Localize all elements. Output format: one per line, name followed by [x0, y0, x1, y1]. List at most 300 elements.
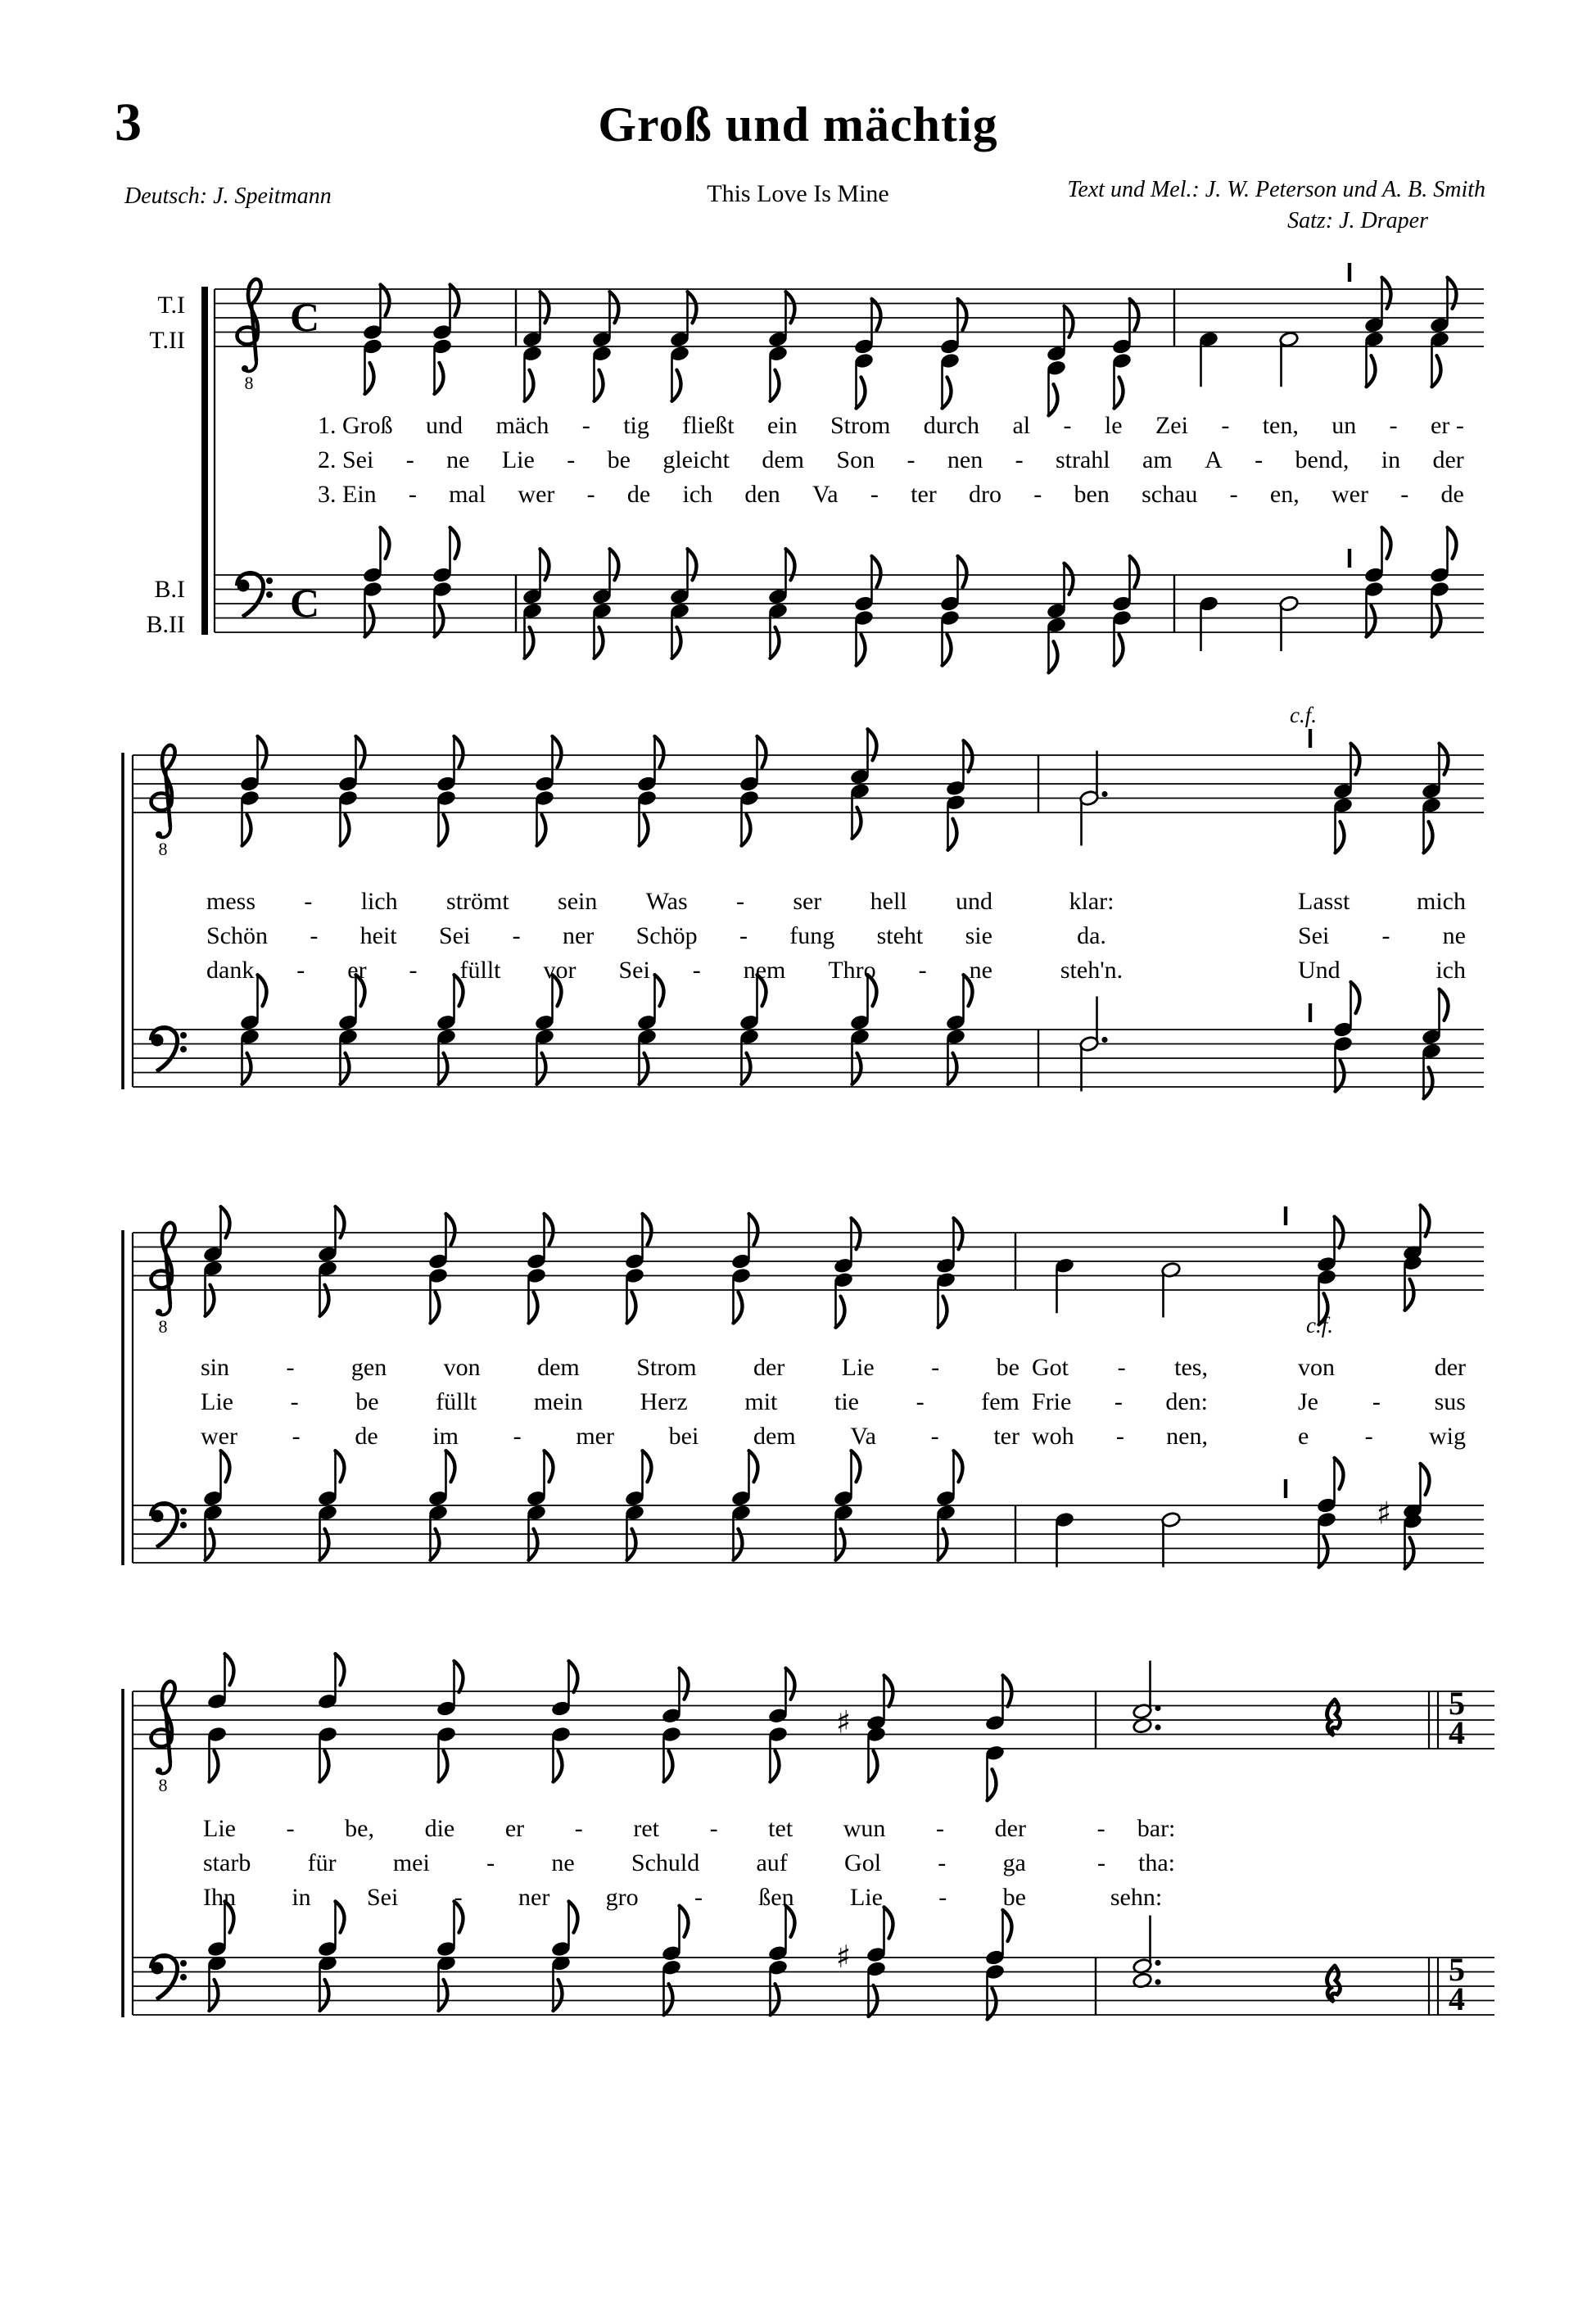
octave-8-mark: 8 [158, 1775, 168, 1795]
lyrics-s2-v1-cadence [1038, 888, 1145, 915]
flag [553, 736, 562, 767]
lyric-token: - [567, 446, 576, 473]
flag [742, 815, 751, 846]
flag [439, 1751, 448, 1782]
bass-clef-icon [237, 573, 264, 617]
lyric-token: un [1332, 412, 1357, 439]
lyric-token: de [355, 1423, 378, 1450]
lyric-token: Lie [849, 1884, 883, 1911]
lyric-token: wer [201, 1423, 237, 1450]
lyric-token: - [938, 1884, 947, 1911]
lyric-token: von [443, 1354, 481, 1381]
flag [242, 815, 251, 846]
lyric-token: - [916, 1388, 925, 1415]
lyric-token: Va [812, 481, 839, 508]
arranger-credit: Satz: J. Draper [1287, 208, 1428, 233]
lyric-token: Lie [203, 1815, 236, 1842]
song-title: Groß und mächtig [598, 97, 998, 152]
lyric-token: mer [576, 1423, 614, 1450]
lyric-token: - [409, 957, 418, 984]
flag [771, 370, 780, 401]
lyrics-s4-v3 [203, 1884, 1026, 1911]
lyric-token: - [512, 922, 521, 949]
common-time-bass: C [290, 580, 320, 626]
quarter-rest-icon [1327, 1700, 1341, 1736]
lyric-token: Je [1298, 1388, 1318, 1415]
lyrics-s2-v3-pickup [1298, 957, 1466, 984]
lyric-token: - [918, 957, 927, 984]
flag [529, 1292, 538, 1324]
flag [884, 1908, 893, 1939]
lyric-token: - [296, 957, 305, 984]
lyric-token: wer [1331, 481, 1368, 508]
lyric-token: wun [843, 1815, 886, 1842]
augmentation-dot [1155, 1979, 1160, 1985]
lyrics-s3-v2 [201, 1388, 1020, 1415]
lyric-token: Sei [618, 957, 650, 984]
flag [210, 1980, 219, 2011]
lyric-token: - [1372, 1388, 1381, 1415]
lyric-token: Herz [640, 1388, 688, 1415]
octave-8-mark: 8 [158, 1316, 168, 1337]
flag [852, 1218, 861, 1249]
lyric-token: be [607, 446, 631, 473]
translator-credit: Deutsch: J. Speitmann [124, 183, 332, 209]
lyric-token: - [870, 481, 879, 508]
flag [258, 736, 267, 767]
bass-clef-icon [180, 1508, 187, 1514]
treble-clef-icon [242, 365, 248, 372]
flag [680, 1668, 689, 1700]
flag [771, 1984, 780, 2015]
lyric-token: - [286, 1354, 295, 1381]
lyric-token: Ihn [203, 1884, 236, 1911]
treble-clef-icon [162, 1682, 175, 1763]
lyric-token: - [1381, 922, 1390, 949]
lyric-token: be [355, 1388, 379, 1415]
flag [320, 1751, 329, 1782]
flag [320, 1980, 329, 2011]
flag [857, 635, 866, 666]
lyric-token: durch [923, 412, 980, 439]
lyric-token: tha: [1138, 1849, 1175, 1876]
flag [1405, 1279, 1414, 1310]
lyrics-s4-v1 [203, 1815, 1026, 1842]
lyric-token: sus [1434, 1388, 1466, 1415]
lyric-token: de [626, 481, 651, 508]
lyric-token: e [1298, 1423, 1309, 1450]
lyric-token: ein [766, 412, 798, 439]
flag [749, 1451, 758, 1482]
treble-clef-icon [162, 1223, 175, 1305]
flag [210, 1751, 219, 1782]
lyric-token: in [292, 1884, 311, 1911]
flag [664, 1984, 673, 2015]
flag [431, 1292, 440, 1324]
flag [836, 1297, 845, 1328]
lyric-token: nen [947, 446, 983, 473]
lyric-token: tet [768, 1815, 793, 1842]
treble-clef-icon [248, 279, 261, 361]
lyric-token: dem [762, 446, 805, 473]
lyric-token: ne [1442, 922, 1466, 949]
lyric-token: Got [1032, 1354, 1069, 1381]
lyric-token: bei [668, 1423, 699, 1450]
lyric-token: ich [1435, 957, 1466, 984]
lyric-token: - [1221, 412, 1230, 439]
augmentation-dot [1155, 1724, 1160, 1730]
lyric-token: nen, [1166, 1423, 1208, 1450]
lyric-token: auf [756, 1849, 788, 1876]
lyric-token: - [304, 888, 313, 915]
lyric-token: - [907, 446, 916, 473]
lyric-token: al [1012, 412, 1031, 439]
voice-label-bass2: B.II [146, 611, 185, 638]
lyric-token: wig [1428, 1423, 1466, 1450]
sharp-accidental: ♯ [835, 1704, 852, 1740]
bass-clef-icon [151, 1956, 178, 1999]
flag [554, 1980, 563, 2011]
lyric-token: - [1400, 481, 1409, 508]
flag [525, 370, 534, 401]
bass-clef-icon [180, 1974, 187, 1980]
lyrics-s2-v2 [206, 922, 992, 949]
bass-clef-icon [180, 1046, 187, 1052]
lyric-token: dro [969, 481, 1002, 508]
lyrics-s3-v1 [201, 1354, 1020, 1381]
lyric-token: heit [359, 922, 397, 949]
flag [1351, 982, 1360, 1013]
lyric-token: - [408, 481, 417, 508]
lyric-token: sin [201, 1354, 230, 1381]
flag [786, 1668, 795, 1700]
lyric-token: Sei [367, 1884, 399, 1911]
flag [938, 1297, 947, 1328]
lyric-token: starb [203, 1849, 251, 1876]
flag [1003, 1910, 1012, 1941]
flag [1130, 556, 1139, 587]
lyric-token: der [1432, 446, 1464, 473]
common-time-treble: C [290, 294, 320, 340]
lyric-token: Schön [206, 922, 268, 949]
flag [1405, 1537, 1414, 1568]
flag [988, 1769, 997, 1800]
lyric-token: Son [836, 446, 875, 473]
lyric-token: den: [1165, 1388, 1208, 1415]
flag [1432, 355, 1441, 387]
lyric-token: - [1117, 1354, 1126, 1381]
lyrics-s3-v2-cadence [1032, 1388, 1208, 1415]
lyric-token: Lasst [1298, 888, 1350, 915]
lyric-token: am [1142, 446, 1173, 473]
lyrics-s1-v3 [318, 481, 1464, 508]
lyric-token: der [994, 1815, 1026, 1842]
lyric-token: Strom [636, 1354, 697, 1381]
lyric-token: fem [981, 1388, 1020, 1415]
bass-clef-icon [180, 1522, 187, 1528]
flag [439, 815, 448, 846]
cf-marking-system3: c.f. [1306, 1313, 1333, 1338]
flag [757, 736, 766, 767]
lyric-token: ter [911, 481, 937, 508]
sharp-accidental: ♯ [835, 1939, 852, 1975]
octave-8-mark: 8 [158, 839, 168, 859]
bass-clef-icon [180, 1960, 187, 1967]
lyric-token: - [513, 1423, 522, 1450]
flag [1114, 635, 1124, 666]
flag [1424, 822, 1433, 853]
lyric-token: - [936, 1815, 945, 1842]
lyrics-s2-v3 [206, 957, 992, 984]
lyric-token: - [930, 1423, 939, 1450]
lyric-token: bend, [1295, 446, 1350, 473]
flag [446, 1451, 455, 1482]
flag [734, 1292, 743, 1324]
lyric-token: - [290, 1388, 299, 1415]
lyric-token: sehn: [1110, 1884, 1163, 1911]
lyric-token: en, [1269, 481, 1300, 508]
flag [655, 736, 664, 767]
lyrics-s2-v2-pickup [1298, 922, 1466, 949]
lyric-token: - [292, 1423, 301, 1450]
song-number: 3 [115, 93, 142, 152]
lyric-token: Sei [438, 922, 471, 949]
lyric-token: 1. Groß [318, 412, 393, 439]
lyric-token: vor [543, 957, 576, 984]
next-time-numerator-bass: 5 [1449, 1951, 1465, 1988]
flag [554, 1751, 563, 1782]
flag [1336, 822, 1345, 853]
lyric-token: nem [743, 957, 786, 984]
bass-clef-icon [266, 591, 273, 598]
lyric-token: - [735, 888, 744, 915]
lyric-token: mein [533, 1388, 583, 1415]
lyric-token: - [581, 412, 590, 439]
lyric-token: mess [206, 888, 255, 915]
lyric-token: ser [793, 888, 822, 915]
lyric-token: dank [206, 957, 255, 984]
lyrics-s3-v2-pickup [1298, 1388, 1466, 1415]
bass-clef-icon [180, 1032, 187, 1039]
flag [454, 736, 463, 767]
flag [954, 1218, 963, 1249]
lyric-token: Schöp [635, 922, 698, 949]
lyric-token: - [286, 1815, 295, 1842]
lyric-token: klar: [1069, 888, 1114, 915]
bass-clef-icon [151, 1504, 178, 1547]
lyric-token: steht [876, 922, 924, 949]
voice-label-bass1: B.I [154, 576, 185, 603]
lyrics-s3-v3-cadence [1032, 1423, 1208, 1450]
lyric-token: - [739, 922, 748, 949]
lyrics-s4-v3-cadence [1081, 1884, 1191, 1911]
lyric-token: ret [633, 1815, 659, 1842]
flag [1114, 378, 1124, 409]
sharp-accidental: ♯ [1376, 1495, 1392, 1532]
next-time-denominator-bass: 4 [1449, 1980, 1465, 2017]
lyric-token: Lie [501, 446, 535, 473]
flag [1421, 1464, 1430, 1495]
lyric-token: - [938, 1849, 947, 1876]
lyric-token: er [347, 957, 367, 984]
lyrics-s4-v1-cadence [1081, 1815, 1191, 1842]
lyric-token: dem [537, 1354, 580, 1381]
lyric-token: in [1381, 446, 1401, 473]
flag [943, 378, 952, 409]
lyric-token: mal [449, 481, 486, 508]
lyric-token: sie [965, 922, 992, 949]
lyric-token: - [1115, 1423, 1124, 1450]
lyric-token: - [1389, 412, 1398, 439]
flag [365, 363, 374, 394]
lyric-token: von [1298, 1354, 1335, 1381]
lyric-token: Was [645, 888, 688, 915]
lyric-token: mich [1417, 888, 1466, 915]
song-subtitle: This Love Is Mine [707, 180, 889, 207]
lyric-token: mäch [495, 412, 549, 439]
lyrics-s2-v1-pickup [1298, 888, 1466, 915]
lyric-token: ner [562, 922, 595, 949]
lyric-token: A [1205, 446, 1223, 473]
lyric-token: und [955, 888, 992, 915]
lyric-token: da. [1077, 922, 1106, 949]
lyric-token: füllt [459, 957, 501, 984]
lyric-token: Sei [1298, 922, 1330, 949]
lyric-token: Strom [830, 412, 891, 439]
next-time-denominator-treble: 4 [1449, 1714, 1465, 1751]
lyric-token: - [1063, 412, 1072, 439]
lyric-token: woh [1032, 1423, 1074, 1450]
flag [872, 556, 881, 587]
lyric-token: dem [753, 1423, 796, 1450]
flag [664, 1751, 673, 1782]
lyric-token: - [692, 957, 701, 984]
flag [439, 1980, 448, 2011]
flag [948, 819, 957, 850]
lyric-token: lich [360, 888, 398, 915]
lyric-token: - [1229, 481, 1238, 508]
quarter-rest-icon [1327, 1966, 1341, 2002]
flag [446, 1214, 455, 1245]
flag [1382, 527, 1391, 559]
lyric-token: - [310, 922, 319, 949]
flag [1049, 384, 1058, 415]
lyrics-s4-v2 [203, 1849, 1026, 1876]
lyric-token: - [694, 1884, 703, 1911]
lyric-token: tes, [1174, 1354, 1208, 1381]
flag [336, 1451, 345, 1482]
lyric-token: ter [993, 1423, 1020, 1450]
flag [569, 1661, 578, 1692]
lyric-token: Gol [844, 1849, 882, 1876]
flag [225, 1654, 234, 1685]
flag [643, 1451, 652, 1482]
lyric-token: ne [969, 957, 992, 984]
flag [454, 1661, 463, 1692]
lyrics-s3-v1-pickup [1298, 1354, 1466, 1381]
lyric-token: - [931, 1354, 940, 1381]
flag [450, 527, 459, 559]
lyric-token: wer [518, 481, 555, 508]
lyric-token: - [1364, 1423, 1373, 1450]
octave-8-mark: 8 [244, 373, 254, 393]
lyric-token: - [405, 446, 414, 473]
lyric-token: - [1096, 1815, 1105, 1842]
lyric-token: ßen [758, 1884, 794, 1911]
flag [595, 370, 604, 401]
lyric-token: steh'n. [1060, 957, 1124, 984]
treble-clef-icon [162, 745, 175, 827]
lyric-token: bar: [1137, 1815, 1176, 1842]
flag [958, 556, 967, 587]
lyric-token: 2. Sei [318, 446, 374, 473]
treble-clef-icon [156, 1768, 162, 1774]
lyric-token: der [1434, 1354, 1466, 1381]
lyric-token: fung [789, 922, 835, 949]
lyric-token: - [586, 481, 595, 508]
lyric-token: für [307, 1849, 337, 1876]
lyrics-s2-v2-cadence [1038, 922, 1145, 949]
flag [537, 815, 546, 846]
lyric-token: ten, [1262, 412, 1299, 439]
flag [954, 1451, 963, 1482]
flag [869, 1751, 878, 1782]
lyric-token: er [504, 1815, 525, 1842]
flag [627, 1292, 636, 1324]
voice-label-tenor2: T.II [149, 327, 185, 354]
lyrics-s3-v3-pickup [1298, 1423, 1466, 1450]
flag [221, 1451, 230, 1482]
lyric-token: Lie [201, 1388, 233, 1415]
lyric-token: und [426, 412, 463, 439]
lyric-token: - [1114, 1388, 1123, 1415]
lyric-token: schau [1142, 481, 1198, 508]
flag [857, 378, 866, 409]
augmentation-dot [1155, 1705, 1160, 1711]
system-bracket [201, 287, 208, 635]
lyric-token: Frie [1032, 1388, 1072, 1415]
lyric-token: - [1255, 446, 1264, 473]
lyric-token: den [744, 481, 780, 508]
next-time-numerator-treble: 5 [1449, 1685, 1465, 1722]
lyrics-s1-v1 [318, 412, 1464, 439]
lyrics-s4-v2-cadence [1081, 1849, 1191, 1876]
lyric-token: - [1033, 481, 1042, 508]
bass-clef-icon [266, 577, 273, 584]
flag [1049, 641, 1058, 672]
lyric-token: die [424, 1815, 455, 1842]
flag [1440, 989, 1449, 1021]
flag [545, 1451, 554, 1482]
voice-label-tenor1: T.I [157, 292, 185, 319]
lyric-token: de [1440, 481, 1464, 508]
lyric-token: - [1097, 1849, 1105, 1876]
flag [964, 740, 973, 772]
text-melody-credit: Text und Mel.: J. W. Peterson und A. B. Smith [1067, 177, 1485, 202]
lyrics-s1-v2 [318, 446, 1464, 473]
flag [852, 1451, 861, 1482]
lyric-token: er - [1431, 412, 1464, 439]
lyric-token: be [996, 1354, 1020, 1381]
lyric-token: be [1002, 1884, 1026, 1911]
lyric-token: Lie [841, 1354, 875, 1381]
lyric-token: der [753, 1354, 785, 1381]
lyrics-s2-v3-cadence [1038, 957, 1145, 984]
lyric-token: Zei [1155, 412, 1188, 439]
lyric-token: le [1104, 412, 1123, 439]
lyric-token: ga [1002, 1849, 1026, 1876]
lyric-token: strahl [1055, 446, 1110, 473]
